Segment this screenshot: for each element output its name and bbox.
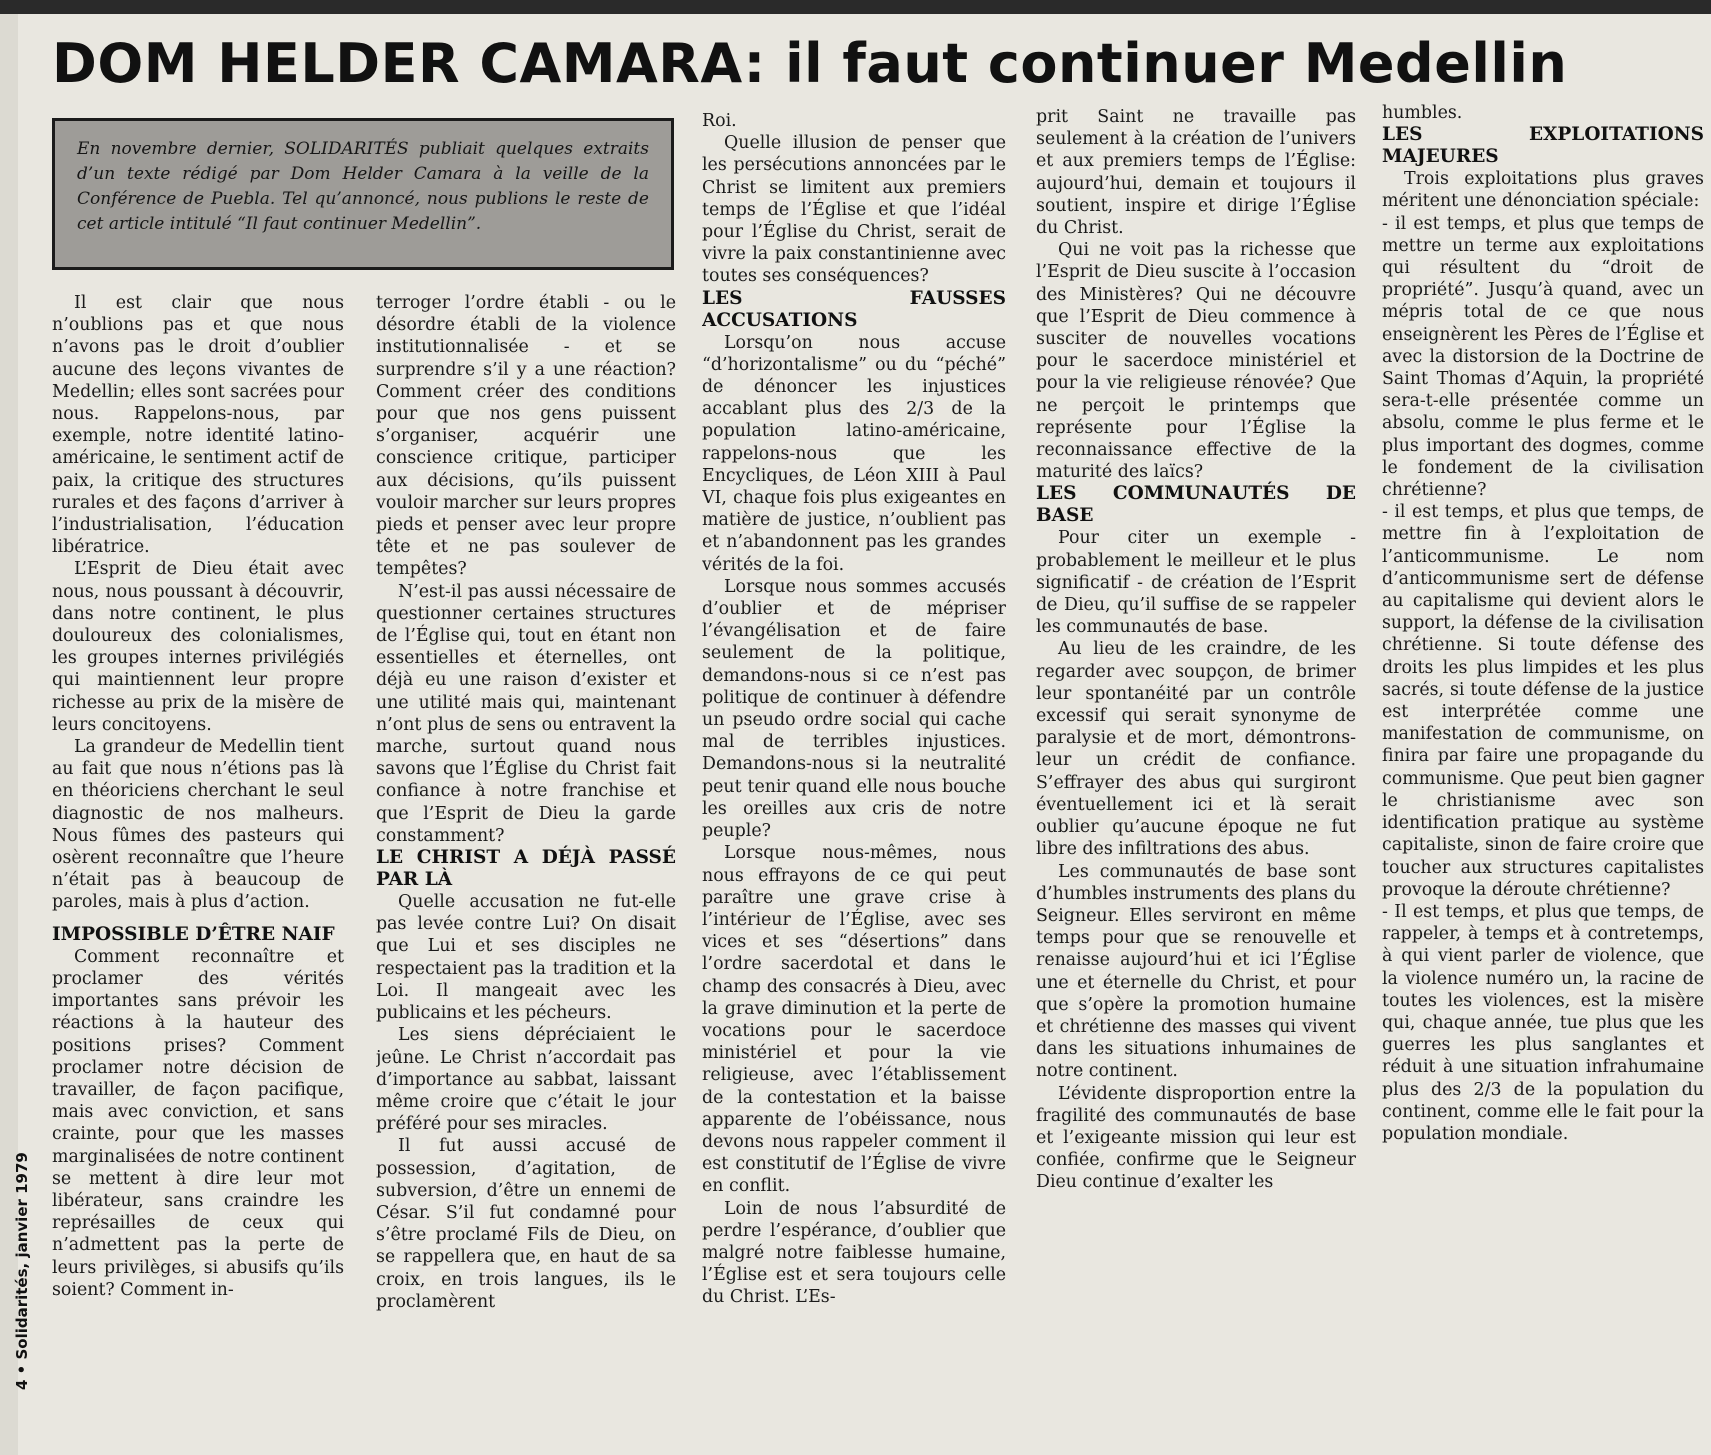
paragraph: Il est clair que nous n’oublions pas et que nous n’avons pas le droit d’oublier aucune des leçons vivantes de Medellin; elles sont sacrées pour nous. Rappelons-nous, par exemple, notre identité latino-américaine, le sentiment actif de paix, la critique des structures rurales et des façons d’arriver à l’industrialisation, l’éducation libératrice. xyxy=(52,293,344,558)
section-heading: LE CHRIST A DÉJÀ PASSÉ PAR LÀ xyxy=(376,847,676,891)
paragraph: L’Esprit de Dieu était avec nous, nous poussant à découvrir, dans notre continent, le plus douloureux des colonialismes, les groupes internes privilégiés qui maintiennent leur propre richesse au prix de la misère de leurs concitoyens. xyxy=(52,559,344,735)
paragraph: Roi. xyxy=(702,111,737,131)
paragraph: Il fut aussi accusé de possession, d’agitation, de subversion, d’être un ennemi de César. S’il fut condamné pour s’être proclamé Fils de Dieu, on se rappellera que, en haut de sa croix, en trois langues, ils le proclamèrent xyxy=(376,1136,676,1312)
column-2 xyxy=(376,292,676,1412)
top-border xyxy=(0,0,1711,14)
paragraph: L’évidente disproportion entre la fragilité des communautés de base et l’exigeante mission qui leur est confiée, confirme que le Seigneur Dieu continue d’exalter les xyxy=(1036,1083,1356,1193)
column-1 xyxy=(52,292,344,1412)
paragraph: terroger l’ordre établi - ou le désordre établi de la violence institutionnalisée - et se surprendre s’il y a une réaction? Comment créer des conditions pour que nos gens puissent s’organiser, acquérir une conscience critique, participer aux décisions, qu’ils puissent vouloir marcher sur leurs propres pieds et penser avec leur propre tête et ne pas soulever de tempêtes? xyxy=(376,293,676,580)
paragraph: N’est-il pas aussi nécessaire de questionner certaines structures de l’Église qui, tout en étant non essentielles et éternelles, ont déjà eu une raison d’exister et une utilité mais qui, maintenant n’ont plus de sens ou entravent la marche, surtout quand nous savons que l’Église du Christ fait confiance à notre franchise et que l’Esprit de Dieu la garde constamment? xyxy=(376,581,676,846)
paragraph: - Il est temps, et plus que temps, de rappeler, à temps et à contretemps, à qui vient parler de violence, que la violence numéro un, la racine de toutes les violences, est la misère qui, chaque année, tue plus que les guerres les plus sanglantes et réduit à une situation infrahumaine plus des 2/3 de la population du continent, comme elle le fait pour la population mondiale. xyxy=(1382,901,1704,1144)
intro-box: En novembre dernier, SOLIDARITÉS publiait quelques extraits d’un texte rédigé par Dom Helder Camara à la veille de la Conférence de Puebla. Tel qu’annoncé, nous publions le reste de cet article intitulé “Il faut continuer Medellin”. xyxy=(52,118,674,270)
paragraph: - il est temps, et plus que temps de mettre un terme aux exploitations qui résultent du “droit de propriété”. Jusqu’à quand, avec un mépris total de ce que nous enseignèrent les Pères de l’Église et avec la distorsion de la Doctrine de Saint Thomas d’Aquin, la propriété sera-t-elle présentée comme un absolu, comme le plus ferme et le plus important des dogmes, comme le fondement de la civilisation chrétienne? xyxy=(1382,213,1704,501)
paragraph: Quelle illusion de penser que les persécutions annoncées par le Christ se limitent aux premiers temps de l’Église et que l’idéal pour l’Église du Christ, serait de vivre la paix constantinienne avec toutes ses conséquences? xyxy=(702,133,1006,287)
paragraph: Comment reconnaître et proclamer des vérités importantes sans prévoir les réactions à la hauteur des positions prises? Comment proclamer notre décision de travailler, de façon pacifique, mais avec conviction, et sans crainte, pour que les masses marginalisées de notre continent se mettent à dire leur mot libérateur, sans craindre les représailles de ceux qui n’admettent pas la perte de leurs privilèges, si abusifs qu’ils soient? Comment in- xyxy=(52,946,344,1300)
paragraph: Lorsqu’on nous accuse “d’horizontalisme” ou du “péché” de dénoncer les injustices accablant plus des 2/3 de la population latino-américaine, rappelons-nous que les Encycliques, de Léon XIII à Paul VI, chaque fois plus exigeantes en matière de justice, n’oublient pas et n’abandonnent pas les grandes vérités de la foi. xyxy=(702,332,1006,575)
column-5 xyxy=(1382,102,1704,1422)
paragraph: Lorsque nous sommes accusés d’oublier et de mépriser l’évangélisation et de faire seulement de la politique, demandons-nous si ce n’est pas politique de continuer à défendre un pseudo ordre social qui cache mal de terribles injustices. Demandons-nous si la neutralité peut tenir quand elle nous bouche les oreilles aux cris de notre peuple? xyxy=(702,576,1006,842)
paragraph: prit Saint ne travaille pas seulement à la création de l’univers et aux premiers temps de l’Église: aujourd’hui, demain et toujours il soutient, inspire et dirige l’Église du Christ. xyxy=(1036,107,1356,239)
section-heading: LES FAUSSES ACCUSATIONS xyxy=(702,287,1006,331)
paragraph: Qui ne voit pas la richesse que l’Esprit de Dieu suscite à l’occasion des Ministères? Qui ne découvre que l’Esprit de Dieu commence à susciter de nouvelles vocations pour le sacerdoce ministériel et pour la vie religieuse rénovée? Que ne perçoit le printemps que représente pour l’Église la reconnaissance effective de la maturité des laïcs? xyxy=(1036,240,1356,483)
column-3 xyxy=(702,110,1006,1420)
paragraph: humbles. xyxy=(1382,103,1463,123)
paragraph: Les communautés de base sont d’humbles instruments des plans du Seigneur. Elles serviront en même temps pour que se renouvelle et renaisse aujourd’hui et ici l’Église une et éternelle du Christ, et pour que s’opère la promotion humaine et chrétienne des masses qui vivent dans les situations inhumaines de notre continent. xyxy=(1036,861,1356,1082)
article-headline: DOM HELDER CAMARA: il faut continuer Medellin xyxy=(52,32,1568,95)
section-heading: LES COMMUNAUTÉS DE BASE xyxy=(1036,483,1356,527)
paragraph: Les siens dépréciaient le jeûne. Le Christ n’accordait pas d’importance au sabbat, laissant même croire que c’était le jour préféré pour ses miracles. xyxy=(376,1025,676,1135)
paragraph: La grandeur de Medellin tient au fait que nous n’étions pas là en théoriciens cherchant le seul diagnostic de nos malheurs. Nous fûmes des pasteurs qui osèrent reconnaître que l’heure n’était pas à beaucoup de paroles, mais à plus d’action. xyxy=(52,737,344,913)
paragraph: Au lieu de les craindre, de les regarder avec soupçon, de brimer leur spontanéité par un contrôle excessif qui serait synonyme de paralysie et de mort, démontrons-leur un crédit de confiance. S’effrayer des abus qui surgiront éventuellement ici et là serait oublier qu’aucune époque ne fut libre des infiltrations des abus. xyxy=(1036,639,1356,860)
paragraph: Trois exploitations plus graves méritent une dénonciation spéciale: xyxy=(1382,169,1704,212)
paragraph: Lorsque nous-mêmes, nous nous effrayons de ce qui peut paraître une grave crise à l’intérieur de l’Église, avec ses vices et ses “désertions” dans l’ordre sacerdotal et dans le champ des consacrés à Dieu, avec la grave diminution et la perte de vocations pour le sacerdoce ministériel et pour la vie religieuse, avec l’établissement de la contestation et la baisse apparente de l’obéissance, nous devons nous rappeler comment il est constitutif de l’Église de vivre en conflit. xyxy=(702,843,1006,1197)
paragraph: Loin de nous l’absurdité de perdre l’espérance, d’oublier que malgré notre faiblesse humaine, l’Église est et sera toujours celle du Christ. L’Es- xyxy=(702,1198,1006,1308)
page-folio: 4 • Solidarités, janvier 1979 xyxy=(13,1152,31,1390)
section-heading: IMPOSSIBLE D’ÊTRE NAIF xyxy=(52,923,335,945)
section-heading: LES EXPLOITATIONS MAJEURES xyxy=(1382,124,1704,168)
paragraph: - il est temps, et plus que temps, de mettre fin à l’exploitation de l’anticommunisme. Le nom d’anticommunisme sert de défense au capitalisme qui devient alors le support, la défense de la civilisation chrétienne. Si toute défense des droits les plus limpides et les plus sacrés, si toute défense de la justice est interprétée comme une manifestation de communisme, on finira par faire une propagande du communisme. Que peut bien gagner le christianisme avec son identification pratique au système capitaliste, sinon de faire croire que toucher aux structures capitalistes provoque la déroute chrétienne? xyxy=(1382,502,1704,900)
column-4 xyxy=(1036,106,1356,1420)
paragraph: Pour citer un exemple - probablement le meilleur et le plus significatif - de création de l’Esprit de Dieu, qu’il suffise de se rappeler les communautés de base. xyxy=(1036,528,1356,638)
paragraph: Quelle accusation ne fut-elle pas levée contre Lui? On disait que Lui et ses disciples ne respectaient pas la tradition et la Loi. Il mangeait avec les publicains et les pécheurs. xyxy=(376,892,676,1024)
